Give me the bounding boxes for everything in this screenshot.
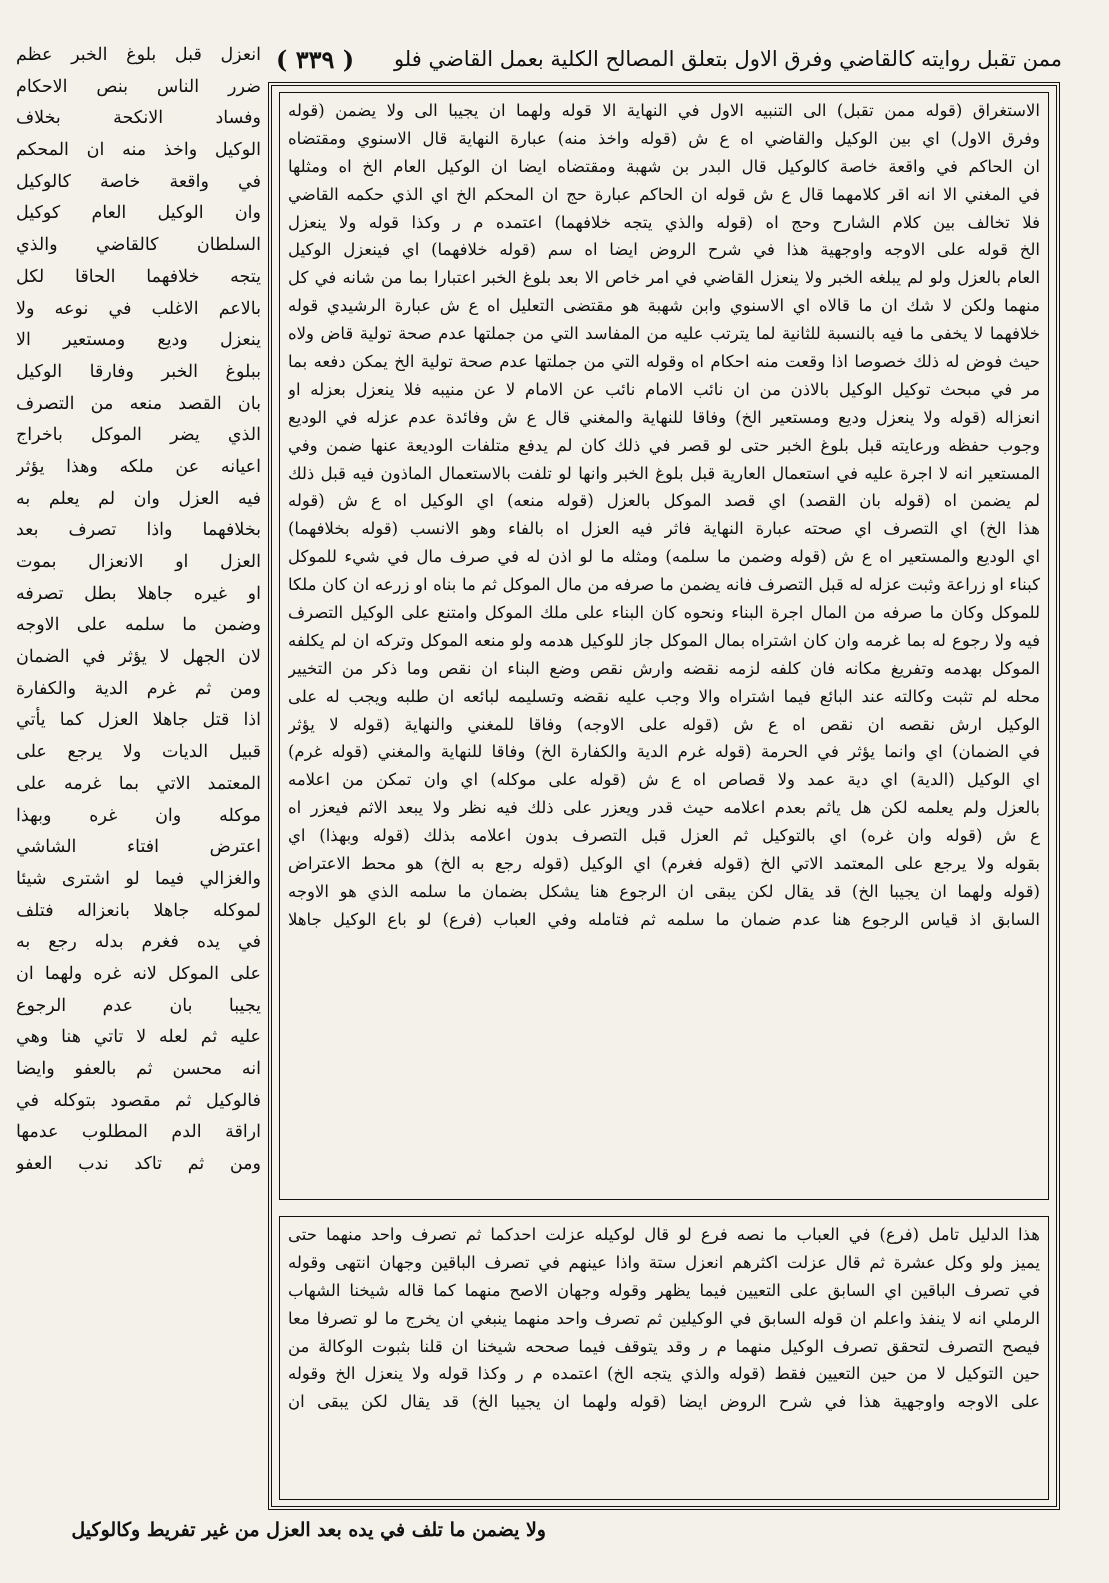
main-text-line: محله لم تثبت وكالته عند البائع فيما اشتراه والا وجب عليه نقضه وتسليمه لبائعه ان طلبه ويجب له على bbox=[288, 686, 1040, 706]
footnote-line: هذا الدليل تامل (فرع) في العباب ما نصه فرع لو قال لوكيله عزلت احدكما ثم تصرف واحد منهما حتى bbox=[288, 1225, 1040, 1244]
main-text-line: للموكل وكان ما صرفه من المال اجرة البناء ونحوه كان البناء على ملك الموكل وامتنع على الوكيل التصرف bbox=[288, 603, 1040, 623]
margin-line: وضمن ما سلمه على الاوجه bbox=[16, 615, 261, 636]
bottom-continuation-line: ولا يضمن ما تلف في يده بعد العزل من غير تفريط وكالوكيل bbox=[71, 1519, 546, 1541]
margin-line: اعيانه عن ملكه وهذا يؤثر bbox=[16, 456, 261, 477]
main-text-line: ان الحاكم في واقعة خاصة كالوكيل قال البدر بن شهبة ومقتضاه ايضا ان الوكيل العام الخ اه ومثلها bbox=[288, 156, 1040, 176]
margin-line: المعتمد الاتي بما غرمه على bbox=[16, 773, 261, 794]
main-text-line: فلا تخالف بين كلام الشارح وحج اه (قوله والذي يتجه خلافهما) اعتمده م ر وكذا قوله ولا ينعزل bbox=[288, 212, 1040, 232]
margin-line: لان الجهل لا يؤثر في الضمان bbox=[16, 647, 261, 668]
margin-line: ينعزل وديع ومستعير الا bbox=[16, 330, 261, 351]
margin-line: ومن ثم تاكد ندب العفو bbox=[16, 1154, 261, 1175]
main-text-line: اي الوديع والمستعير اه ع ش (قوله وضمن ما سلمه) ومثله ما لو اذن له في صرف مال في شيء للموكل bbox=[288, 547, 1040, 567]
margin-line: فيه العزل وان لم يعلم به bbox=[16, 488, 261, 509]
margin-line: على الموكل لانه غره ولهما ان bbox=[16, 963, 261, 984]
margin-line: يتجه خلافهما الحاقا لكل bbox=[16, 266, 261, 287]
main-text-line: الوكيل ارش نقصه ان نقص اه ع ش (قوله على الاوجه) وفاقا للمغني والنهاية (قوله لا يؤثر bbox=[288, 714, 1040, 734]
margin-line: الوكيل واخذ منه ان المحكم bbox=[16, 140, 261, 161]
margin-line: قبيل الديات ولا يرجع على bbox=[16, 742, 261, 763]
main-text-line: وفرق الاول) اي بين الوكيل والقاضي اه ع ش (قوله واخذ منه) عبارة النهاية قال الاسنوي ومقتضاه bbox=[288, 128, 1040, 148]
main-text-line: بقوله ولا يرجع على المعتمد الاتي الخ (قوله فغرم) اي الوكيل (قوله رجع به الخ) هو محط الاعتراض bbox=[288, 854, 1040, 874]
margin-line: ببلوغ الخبر وفارقا الوكيل bbox=[16, 361, 261, 382]
footnote-line: حين التوكيل لا من حين التعيين فقط (قوله والذي يتجه الخ) اعتمده م ر وكذا قوله ولا ينعزل الخ وقوله bbox=[288, 1364, 1040, 1384]
margin-line: العزل او الانعزال بموت bbox=[16, 552, 261, 572]
main-text-line: (قوله ولهما ان يجيبا الخ) قد يقال لكن يبقى ان الرجوع هنا يشكل بضمان ما سلمه الذي هو الاوجه bbox=[288, 881, 1040, 901]
margin-line: اراقة الدم المطلوب عدمها bbox=[16, 1122, 261, 1143]
margin-line: السلطان كالقاضي والذي bbox=[16, 235, 261, 256]
main-text-line: العام بالعزل ولو لم يبلغه الخبر ولا ينعزل القاضي في امر خاص الا بعد بلوغ الخبر اعتبارا بما من شانه في كل bbox=[288, 268, 1040, 288]
main-text-line: انعزاله (قوله ولا ينعزل وديع ومستعير الخ) وفاقا للنهاية والمغني قال ع ش وفائدة عدم عزله في الوديع bbox=[288, 407, 1040, 427]
margin-line: وان الوكيل العام كوكيل bbox=[16, 203, 261, 224]
footnote-line: يميز ولو وكل عشرة ثم قال عزلت اكثرهم انعزل ستة واذا عينهم في تصرف الباقين وجهان انتهى وقوله bbox=[288, 1252, 1040, 1272]
margin-line: اعترض افتاء الشاشي bbox=[16, 837, 261, 858]
main-text-line: الخ قوله على الاوجه واوجهية هذا في شرح الروض ايضا اه سم (قوله خلافهما) اي فينعزل الوكيل bbox=[288, 240, 1040, 260]
main-text-line: هذا الخ) اي التصرف اي صحته عبارة النهاية فاثر فيه العزل اه بالفاء وهو الانسب (قوله بخلافهما) bbox=[288, 519, 1040, 539]
margin-line: بخلافهما واذا تصرف بعد bbox=[16, 520, 261, 541]
header-title: ممن تقبل روايته كالقاضي وفرق الاول بتعلق المصالح الكلية بعمل القاضي فلو bbox=[393, 47, 1062, 71]
main-text-line: لم يضمن اه (قوله بان القصد) اي قصد الموكل بالعزل (قوله منعه) اي الوكيل اه ع ش (قوله bbox=[288, 491, 1040, 511]
margin-line: في يده فغرم بدله رجع به bbox=[16, 932, 261, 953]
margin-line: بان القصد منعه من التصرف bbox=[16, 393, 261, 414]
main-text-line: الاستغراق (قوله ممن تقبل) الى التنبيه الاول في النهاية الا قوله ولهما ان يجيبا الى ولا يضمن (قوله bbox=[288, 101, 1040, 120]
main-text-line: كبناء او زراعة وثبت عزله له قبل التصرف فانه يضمن ما صرفه من مال الموكل ثم ما بناه او زرعه ان كان ملكا bbox=[288, 575, 1040, 595]
footnote-line: في تصرف الباقين اي السابق على التعيين فيما يظهر وقوله وجهان الاصح منهما كما قاله شيخنا الشهاب bbox=[288, 1280, 1040, 1300]
margin-line: ومن ثم غرم الدية والكفارة bbox=[16, 678, 261, 699]
main-text-line: ع ش (قوله وان غره) اي بالتوكيل ثم العزل قبل التصرف بدون اعلامه بذلك (قوله وبهذا) اي bbox=[288, 826, 1040, 846]
footnote-line: على الاوجه واوجهية هذا في شرح الروض ايضا (قوله ولهما ان يجيبا الخ) قد يقال لكن يبقى ان bbox=[288, 1392, 1040, 1412]
margin-line: في واقعة خاصة كالوكيل bbox=[16, 171, 261, 192]
running-header bbox=[272, 38, 1062, 80]
main-text-line: السابق اذ قياس الرجوع هنا عدم ضمان ما سلمه ثم فتامله وفي العباب (فرع) لو باع الوكيل جاهلا bbox=[288, 909, 1040, 929]
margin-line: او غيره جاهلا بطل تصرفه bbox=[16, 583, 261, 604]
main-text-line: اي الوكيل (الدية) اي دية عمد ولا قصاص اه ع ش (قوله على موكله) اي وان تمكن من اعلامه bbox=[288, 770, 1040, 790]
main-text-line: المستعير انه لا اجرة عليه في استعمال العارية قبل بلوغ الخبر وانها لو تلفت بالاستعمال الماذون فيه قبل ذلك bbox=[288, 463, 1040, 483]
margin-line: بالاعم الاغلب في نوعه ولا bbox=[16, 298, 261, 319]
margin-line: اذا قتل جاهلا العزل كما يأتي bbox=[16, 710, 261, 731]
main-text-line: في المغني الا انه اقر كلامهما قال ع ش قوله ان الحاكم عبارة حج ان المحكم الخ اي الذي حكمه القاضي bbox=[288, 184, 1040, 204]
margin-line: فالوكيل ثم مقصود بتوكله في bbox=[16, 1090, 261, 1111]
footnote-line: الرملي انه لا ينفذ واعلم ان قوله السابق في الوكيلين ثم تصرف واحد منهما ينبغي ان يخرج ما لو تصرفا معا bbox=[288, 1308, 1040, 1328]
margin-text-column bbox=[16, 40, 261, 1488]
main-text-line: مر في مبحث توكيل الوكيل بالاذن من ان نائب الامام نائب عن الامام لا عن منيبه فلا ينعزل بعزله او bbox=[288, 379, 1040, 399]
main-text-line: فيه ولا رجوع له بما غرمه وان كان اشتراه بمال الموكل جاز للوكيل هدمه ولو منعه الموكل وتركه ان لم يكلفه bbox=[288, 630, 1040, 650]
main-text-line: وجوب حفظه ورعايته قبل بلوغ الخبر حتى لو قصر في ذلك كان لم يدفع متلفات الوديعة عنها ضمن وفي bbox=[288, 435, 1040, 455]
main-text-block bbox=[279, 92, 1049, 1200]
footnote-block bbox=[279, 1216, 1049, 1500]
margin-line: انه محسن ثم بالعفو وايضا bbox=[16, 1059, 261, 1079]
main-text-line: بالعزل ولم يعلمه لكن هل ياثم بعدم اعلامه حيث قدر ويعزر على ذلك فيه نظر ولا يبعد الاثم فيعزر اه bbox=[288, 798, 1040, 818]
margin-line: عليه ثم لعله لا تاتي هنا وهي bbox=[16, 1027, 261, 1048]
margin-line: وفساد الانكحة بخلاف bbox=[16, 108, 261, 129]
main-text-line: خلافهما لا يخفى ما فيه بالنسبة للثانية لما يترتب عليه من المفاسد التي من جملتها عدم صحة تولية قاض ولاه bbox=[288, 324, 1040, 344]
margin-line: والغزالي فيما لو اشترى شيئا bbox=[16, 868, 261, 889]
margin-line: انعزل قبل بلوغ الخبر عظم bbox=[16, 45, 261, 65]
main-text-line: منهما ولكن لا شك ان ما قالاه اي الاسنوي وابن شهبة هو مقتضى التعليل اه ع ش عبارة الرشيدي قوله bbox=[288, 296, 1040, 316]
margin-line: يجيبا بان عدم الرجوع bbox=[16, 995, 261, 1016]
main-text-line: في الضمان) اي وانما يؤثر في الحرمة (قوله غرم الدية والكفارة الخ) وفاقا للنهاية والمغني (قوله غرم) bbox=[288, 742, 1040, 762]
margin-line: لموكله جاهلا بانعزاله فتلف bbox=[16, 900, 261, 921]
main-text-line: حيث فوض له ذلك خصوصا اذا وقعت منه احكام اه وقوله التي من جملتها عدم صحة تولية الخ يمكن دفعه بما bbox=[288, 352, 1040, 372]
margin-line: موكله وان غره وبهذا bbox=[16, 805, 261, 826]
margin-line: ضرر الناس بنص الاحكام bbox=[16, 76, 261, 97]
margin-line: الذي يضر الموكل باخراج bbox=[16, 425, 261, 446]
main-text-line: الموكل بهدمه وتفريغ مكانه فان كلفه لزمه نقضه وارش نقص وضع البناء ان نقص وما ذكر من التخيير bbox=[288, 658, 1040, 678]
footnote-line: فيصح التصرف لتحقق تصرف الوكيل منهما م ر وقد يتوقف فيما صححه شيخنا ان قلنا بثبوت الوكالة من bbox=[288, 1336, 1040, 1356]
page-number: ( ٣٣٩ ) bbox=[276, 44, 355, 74]
